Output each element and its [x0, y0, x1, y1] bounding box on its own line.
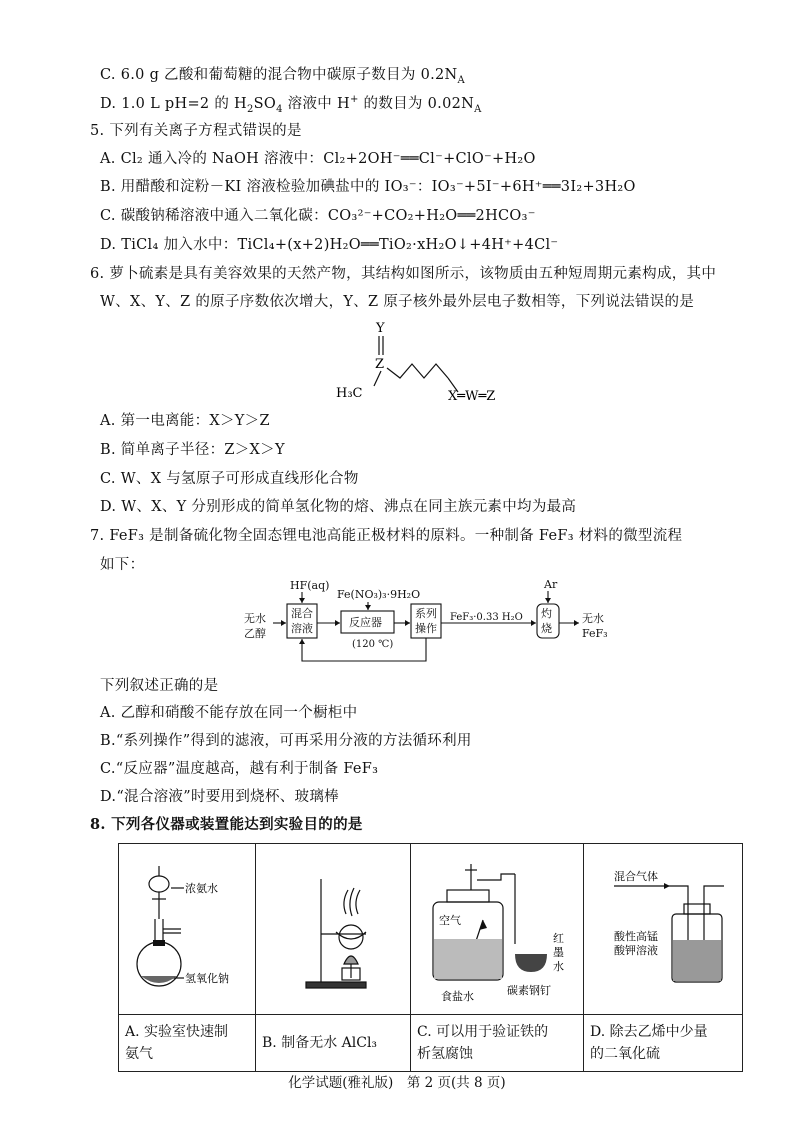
q6-option-a: A. 第一电离能：X＞Y＞Z: [100, 413, 270, 429]
q7-option-d: D.“混合溶液”时要用到烧杯、玻璃棒: [100, 789, 339, 805]
label-red-1: 红: [553, 932, 564, 945]
struct-xwz-label: X═W═Z: [448, 389, 496, 404]
flow-anhydrous-1: 无水: [244, 612, 266, 625]
q7-option-a: A. 乙醇和硝酸不能存放在同一个橱柜中: [100, 705, 358, 721]
flow-out-1: 无水: [582, 612, 604, 625]
q8-apparatus-table: [118, 843, 743, 1072]
flow-burn-1: 灼: [541, 607, 552, 620]
apparatus-d-wash-bottle: [584, 844, 742, 1010]
label-naoh: 氢氧化钠: [185, 972, 229, 985]
flow-product: FeF₃·0.33 H₂O: [450, 612, 523, 623]
q5-stem: 5. 下列有关离子方程式错误的是: [90, 123, 302, 139]
flow-hf: HF(aq): [290, 579, 330, 592]
label-kmno4-1: 酸性高锰: [614, 930, 658, 943]
q6-option-c: C. W、X 与氢原子可形成直线形化合物: [100, 471, 359, 487]
q7-option-c: C.“反应器”温度越高，越有利于制备 FeF₃: [100, 761, 379, 777]
flow-temp: (120 ℃): [352, 639, 394, 650]
label-brine: 食盐水: [441, 990, 474, 1003]
apparatus-d-cell: [584, 844, 743, 1015]
flow-burn-2: 烧: [541, 622, 552, 635]
q8-stem: 8. 下列各仪器或装置能达到实验目的的是: [90, 816, 363, 833]
page-footer: 化学试题(雅礼版) 第 2 页(共 8 页): [288, 1075, 506, 1091]
q5-option-b: B. 用醋酸和淀粉－KI 溶液检验加碘盐中的 IO₃⁻：IO₃⁻+5I⁻+6H⁺══3I₂+3H₂O: [100, 179, 636, 195]
caption-a: A. 实验室快速制 氨气: [119, 1015, 256, 1072]
q5-option-a: A. Cl₂ 通入冷的 NaOH 溶液中：Cl₂+2OH⁻══Cl⁻+ClO⁻+H₂O: [100, 151, 536, 167]
flow-mix-1: 混合: [291, 607, 313, 620]
flow-series-2: 操作: [415, 622, 437, 635]
q4-option-c: C. 6.0 g 乙酸和葡萄糖的混合物中碳原子数目为 $0.2N_A$: [100, 67, 466, 86]
apparatus-c-corrosion-bottle: [411, 844, 583, 1010]
q7-intro: 下列叙述正确的是: [100, 678, 219, 694]
q6-option-d: D. W、X、Y 分别形成的简单氢化物的熔、沸点在同主族元素中均为最高: [100, 499, 577, 515]
apparatus-a-cell: [119, 844, 256, 1015]
q4-option-d: D. 1.0 L pH=2 的 $H_2SO_4$ 溶液中 H+ 的数目为 $0.02N_A$: [100, 94, 482, 115]
kmno4-liquid: [673, 940, 721, 981]
q7-stem-line1: 7. FeF₃ 是制备硫化物全固态锂电池高能正极材料的原料。一种制备 FeF₃ 材料的微型流程: [90, 528, 683, 544]
caption-b: B. 制备无水 AlCl₃: [256, 1015, 411, 1072]
struct-h3c-label: H₃C: [336, 386, 363, 401]
label-red-3: 水: [553, 960, 564, 973]
label-carbon-steel-nail: 碳素钢钉: [507, 984, 551, 997]
flow-series-1: 系列: [415, 607, 437, 620]
apparatus-c-cell: [411, 844, 584, 1015]
flow-out-2: FeF₃: [582, 627, 608, 640]
red-ink: [515, 954, 547, 972]
flow-ethanol: 乙醇: [244, 627, 266, 640]
struct-y-label: Y: [376, 321, 385, 336]
flow-mix-2: 溶液: [291, 622, 313, 635]
label-kmno4-2: 酸钾溶液: [614, 944, 658, 957]
q6-stem-line1: 6. 萝卜硫素是具有美容效果的天然产物，其结构如图所示，该物质由五种短周期元素构成，其中: [90, 266, 717, 282]
label-conc-ammonia: 浓氨水: [185, 882, 218, 895]
q5-option-c: C. 碳酸钠稀溶液中通入二氧化碳：CO₃²⁻+CO₂+H₂O══2HCO₃⁻: [100, 208, 536, 224]
q6-stem-line2: W、X、Y、Z 的原子序数依次增大，Y、Z 原子核外最外层电子数相等，下列说法错误的是: [100, 294, 695, 310]
flow-reactor: 反应器: [349, 616, 382, 629]
q7-option-b: B.“系列操作”得到的滤液，可再采用分液的方法循环利用: [100, 733, 472, 749]
q6-option-b: B. 简单离子半径：Z＞X＞Y: [100, 442, 285, 458]
caption-d: D. 除去乙烯中少量 的二氧化硫: [584, 1015, 743, 1072]
flow-fe-nitrate: Fe(NO₃)₃·9H₂O: [337, 588, 421, 601]
label-red-2: 墨: [553, 946, 564, 959]
apparatus-a-ammonia-flask: [119, 844, 255, 1010]
struct-z-label: Z: [375, 357, 385, 372]
brine-liquid: [434, 939, 502, 979]
q7-flow-diagram: [240, 577, 620, 673]
flow-ar: Ar: [544, 578, 558, 591]
caption-c: C. 可以用于验证铁的 析氢腐蚀: [411, 1015, 584, 1072]
q5-option-d: D. TiCl₄ 加入水中：TiCl₄+(x+2)H₂O══TiO₂·xH₂O↓+4H⁺+4Cl⁻: [100, 237, 559, 253]
label-mixed-gas: 混合气体: [614, 870, 658, 883]
apparatus-b-evaporating-dish: [256, 844, 410, 1010]
apparatus-b-cell: [256, 844, 411, 1015]
q6-structure-diagram: [330, 318, 530, 404]
q7-stem-line2: 如下：: [100, 557, 145, 573]
struct-chain: [387, 364, 448, 378]
label-air: 空气: [439, 914, 461, 927]
